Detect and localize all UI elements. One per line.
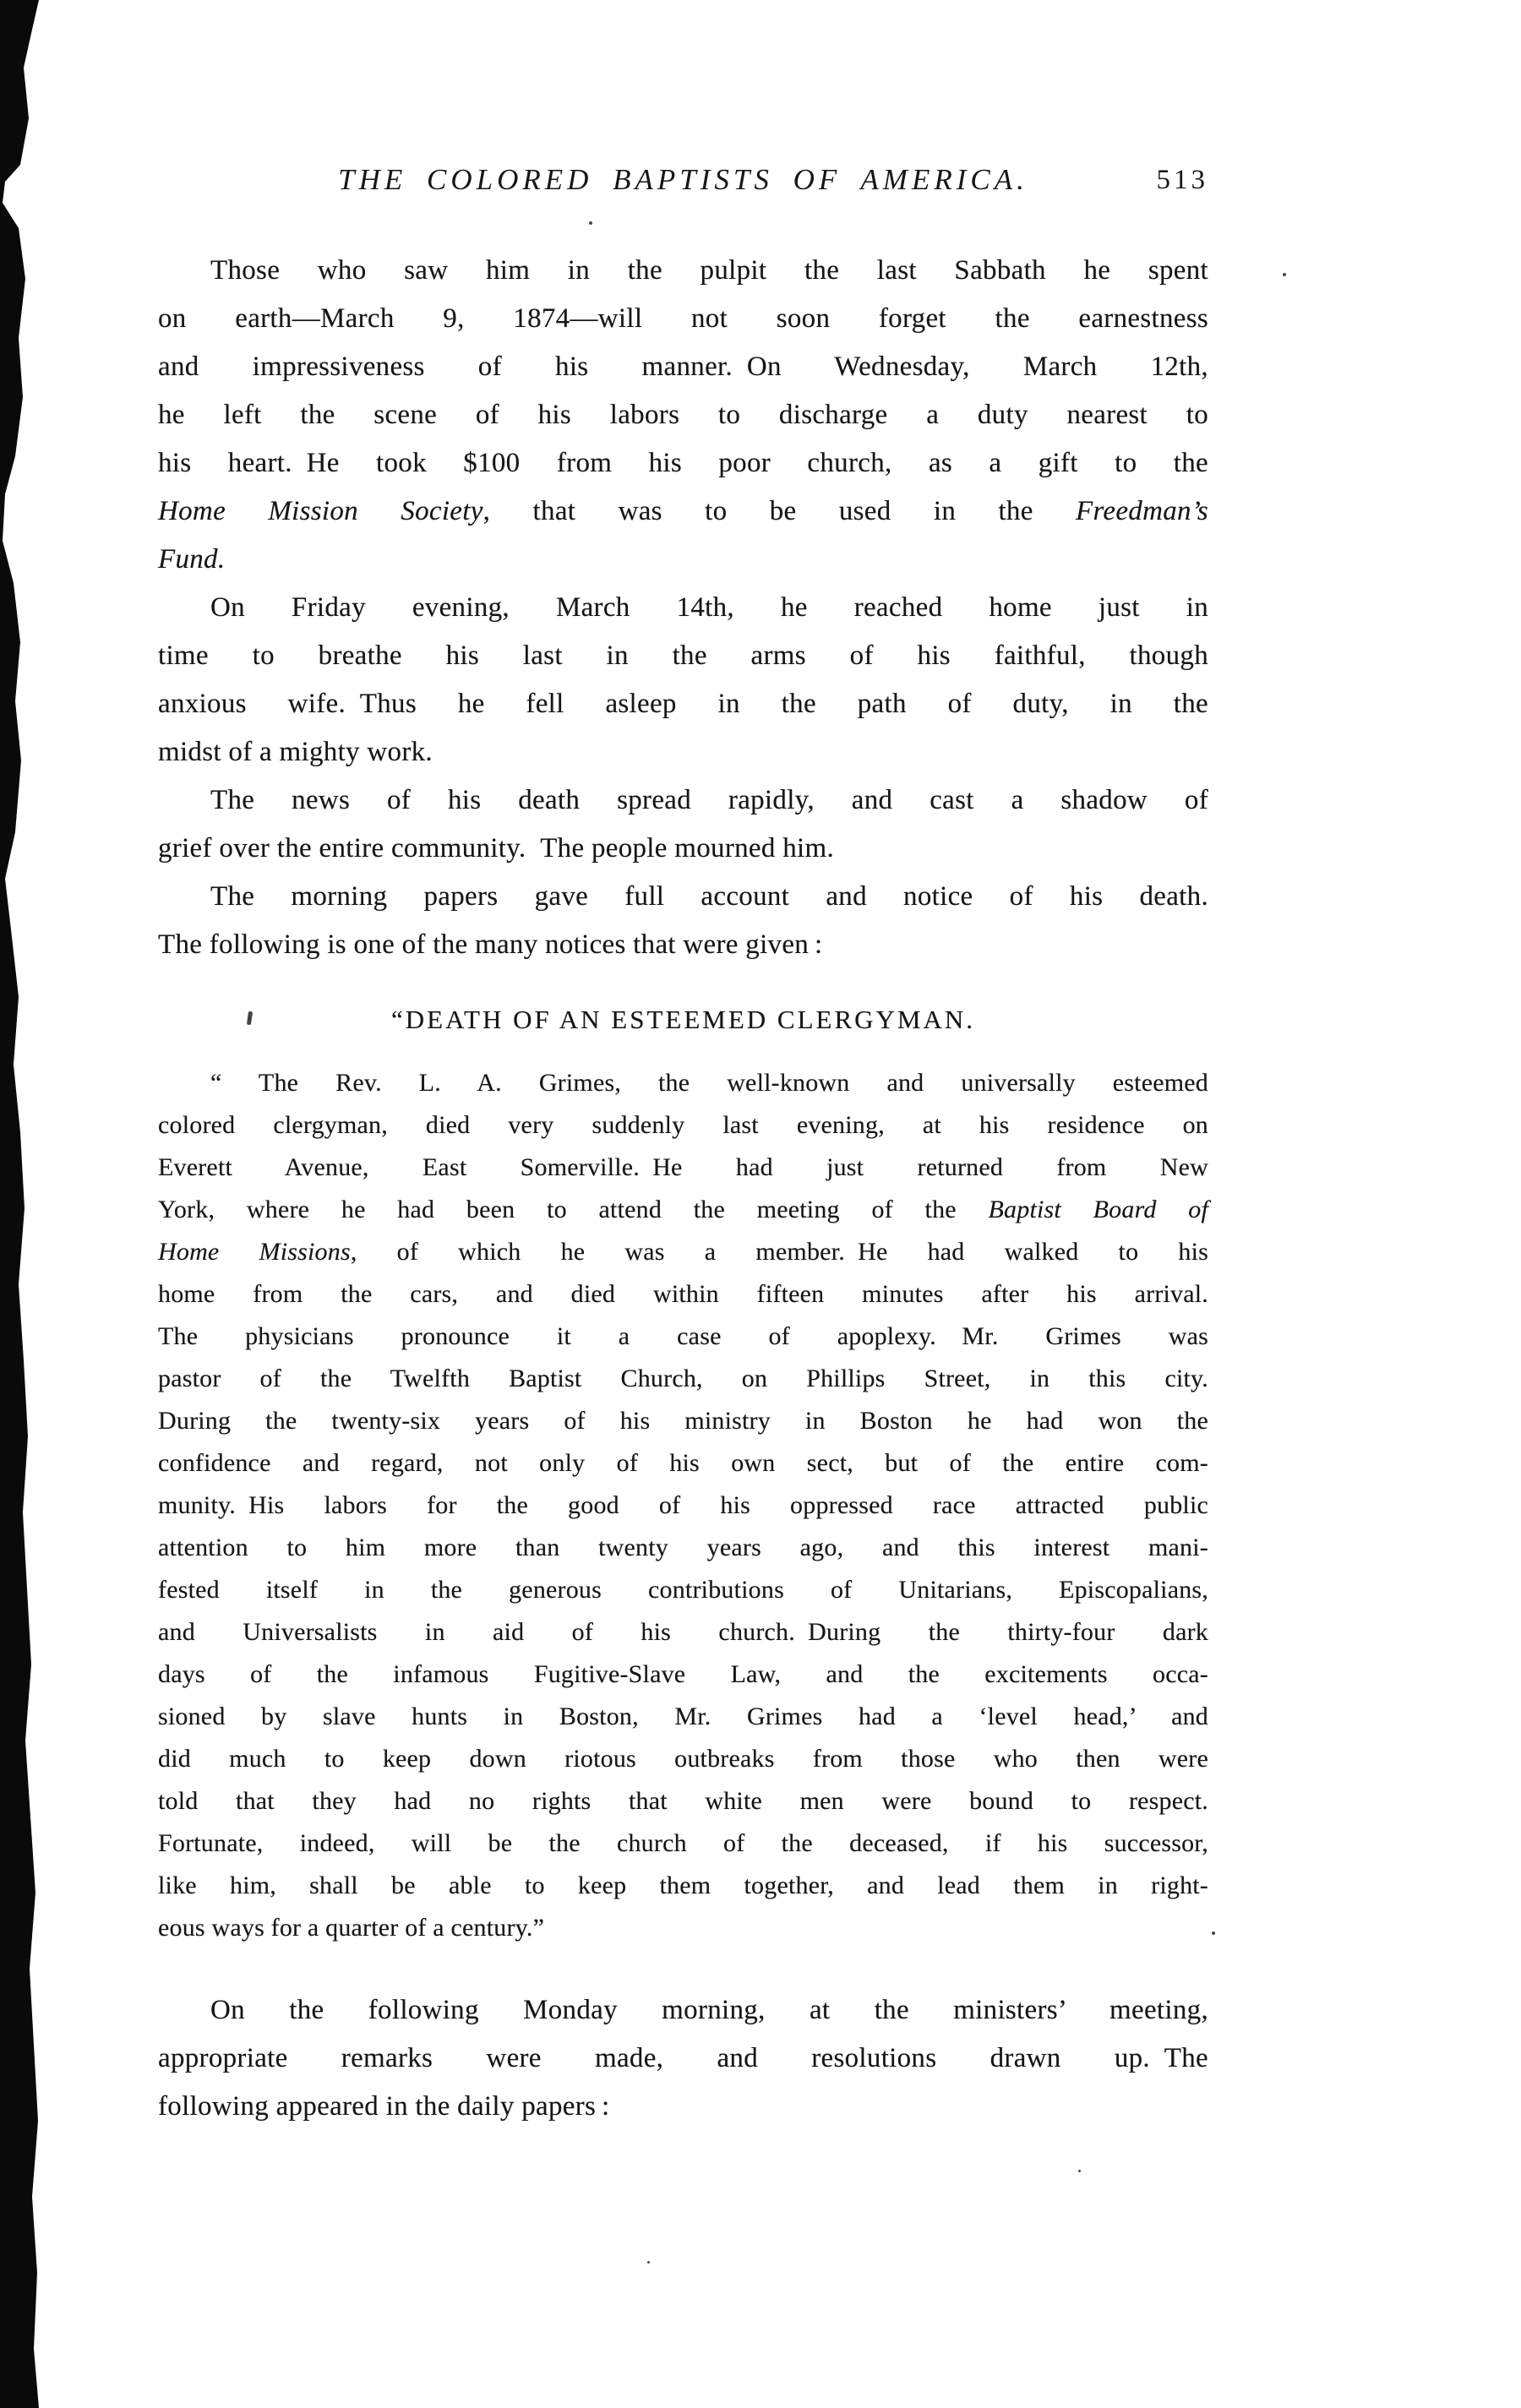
text-line: On Friday evening, March 14th, he reached home just in [210, 592, 1208, 623]
text-line: On the following Monday morning, at the ministers’ meeting, [210, 1995, 1208, 2025]
text-line: anxious wife. Thus he fell asleep in the path of duty, in the [158, 689, 1208, 719]
text-line: sioned by slave hunts in Boston, Mr. Grimes had a ‘level head,’ and [158, 1702, 1208, 1730]
running-head-title: THE COLORED BAPTISTS OF AMERICA. [338, 163, 1028, 196]
ink-speck [1078, 2170, 1081, 2172]
page-content [158, 163, 1208, 2131]
text-line: pastor of the Twelfth Baptist Church, on Phillips Street, in this city. [158, 1365, 1208, 1392]
text-line: munity. His labors for the good of his oppressed race attracted public [158, 1491, 1208, 1519]
paragraph [158, 873, 1208, 969]
ink-mark [247, 1011, 253, 1026]
text-line: told that they had no rights that white men were bound to respect. [158, 1787, 1208, 1815]
text-line: fested itself in the generous contributions of Unitarians, Episcopalians, [158, 1576, 1208, 1604]
paragraph [158, 1062, 1208, 1949]
text-line: and impressiveness of his manner. On Wednesday, March 12th, [158, 351, 1208, 382]
paragraph [158, 584, 1208, 776]
paragraph [158, 247, 1208, 584]
text-line: The following is one of the many notices that were given : [158, 929, 823, 960]
text-line: grief over the entire community. The people mourned him. [158, 833, 835, 864]
text-line: Those who saw him in the pulpit the last Sabbath he spent [210, 255, 1208, 286]
text-line: During the twenty-six years of his ministry in Boston he had won the [158, 1407, 1208, 1435]
text-line: he left the scene of his labors to discharge a duty nearest to [158, 400, 1208, 430]
text-line: attention to him more than twenty years ago, and this interest mani- [158, 1534, 1208, 1561]
text-line: did much to keep down riotous outbreaks from those who then were [158, 1745, 1208, 1773]
text-line: time to breathe his last in the arms of his faithful, though [158, 640, 1208, 671]
text-line: The morning papers gave full account and notice of his death. [210, 881, 1208, 912]
text-line: Fund. [158, 544, 226, 575]
text-line: his heart. He took $100 from his poor church, as a gift to the [158, 448, 1208, 478]
page-number: 513 [1156, 165, 1208, 195]
text-line: Home Missions, of which he was a member. He had walked to his [158, 1238, 1208, 1266]
text-line: confidence and regard, not only of his own sect, but of the entire com- [158, 1449, 1208, 1477]
text-line: The news of his death spread rapidly, and cast a shadow of [210, 785, 1208, 815]
text-line: York, where he had been to attend the meeting of the Baptist Board of [158, 1196, 1208, 1223]
ink-speck [1283, 273, 1286, 276]
ink-speck [647, 2261, 650, 2264]
text-line: Everett Avenue, East Somerville. He had just returned from New [158, 1153, 1208, 1181]
text-line: and Universalists in aid of his church. During the thirty-four dark [158, 1618, 1208, 1646]
paragraph [158, 1986, 1208, 2131]
ink-speck [1212, 1931, 1215, 1935]
text-line: like him, shall be able to keep them together, and lead them in right- [158, 1871, 1208, 1899]
text-line: colored clergyman, died very suddenly last evening, at his residence on [158, 1111, 1208, 1139]
paragraph [158, 776, 1208, 873]
text-line: Home Mission Society, that was to be used in the Freedman’s [158, 496, 1208, 526]
text-line: days of the infamous Fugitive-Slave Law, and the excitements occa- [158, 1660, 1208, 1688]
running-head [158, 163, 1208, 202]
text-line: on earth—March 9, 1874—will not soon forget the earnestness [158, 303, 1208, 334]
binding-shadow-artifact [0, 0, 41, 2408]
text-line: appropriate remarks were made, and resolutions drawn up. The [158, 2043, 1208, 2073]
text-line: The physicians pronounce it a case of apoplexy. Mr. Grimes was [158, 1322, 1208, 1350]
text-line: eous ways for a quarter of a century.” [158, 1914, 545, 1942]
text-line: midst of a mighty work. [158, 737, 433, 767]
text-blocks [158, 247, 1208, 2131]
text-line: Fortunate, indeed, will be the church of the deceased, if his successor, [158, 1829, 1208, 1857]
text-line: “ The Rev. L. A. Grimes, the well-known and universally esteemed [210, 1069, 1208, 1097]
text-line: following appeared in the daily papers : [158, 2091, 610, 2122]
text-line: home from the cars, and died within fifteen minutes after his arrival. [158, 1280, 1208, 1308]
notice-heading: “DEATH OF AN ESTEEMED CLERGYMAN. [158, 1001, 1208, 1038]
